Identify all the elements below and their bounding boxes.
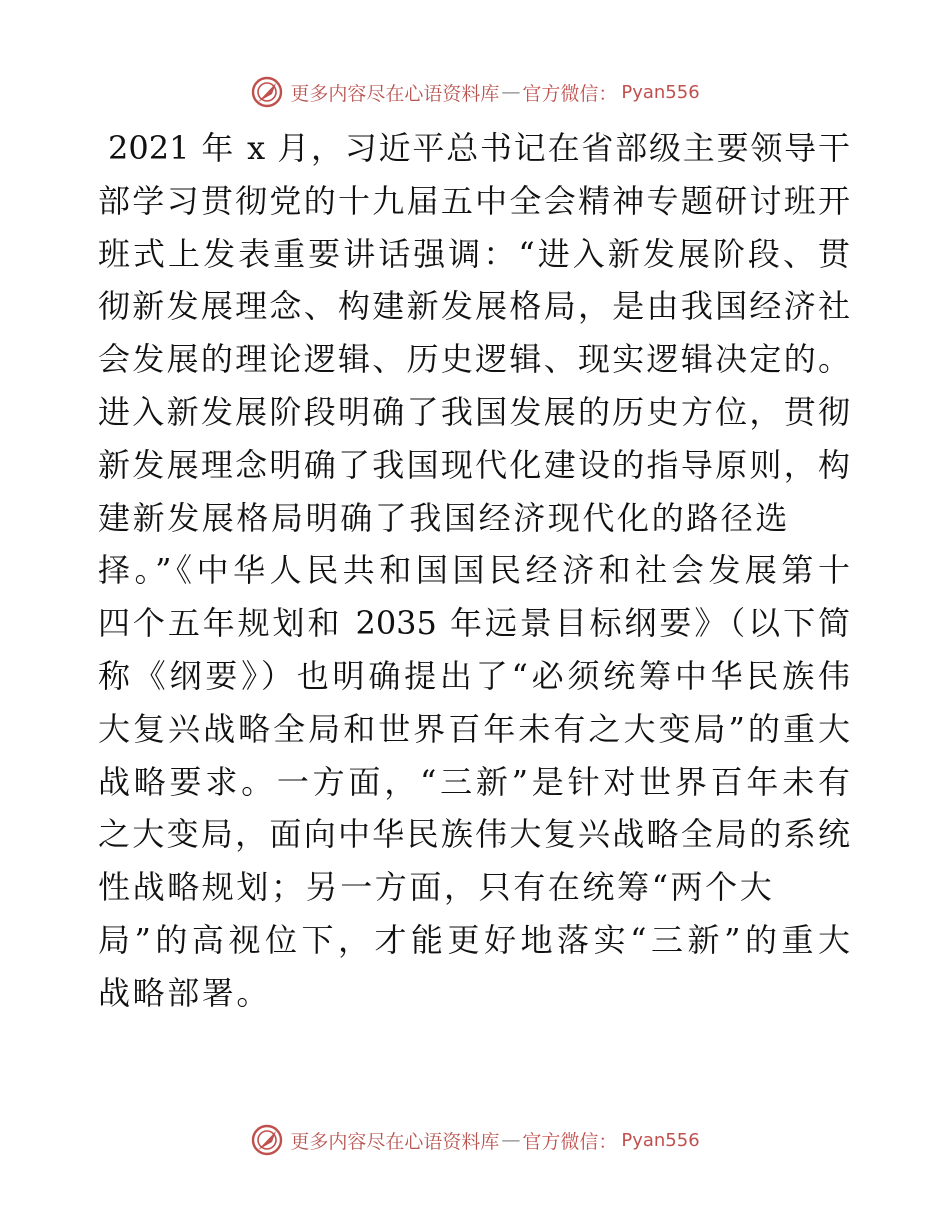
footer-watermark <box>0 1120 950 1160</box>
quill-logo-icon <box>250 1123 284 1157</box>
watermark-separator: — <box>501 1129 521 1151</box>
text-line: 大复兴战略全局和世界百年未有之大变局”的重大 <box>98 709 850 748</box>
text-line: 称《纲要》）也明确提出了“必须统筹中华民族伟 <box>98 656 850 695</box>
watermark-handle: Pyan556 <box>621 1129 700 1151</box>
quill-logo-icon <box>250 75 284 109</box>
watermark-tail: 官方微信： <box>522 1130 618 1153</box>
text-line: 2021 年 x 月，习近平总书记在省部级主要领导干 <box>108 129 850 167</box>
text-line: 彻新发展理念、构建新发展格局，是由我国经济社 <box>98 287 850 326</box>
watermark-separator: — <box>501 81 521 103</box>
text-line: 部学习贯彻党的十九届五中全会精神专题研讨班开 <box>98 181 850 220</box>
text-line: 会发展的理论逻辑、历史逻辑、现实逻辑决定的。 <box>98 340 850 379</box>
text-line: 择。”《中华人民共和国国民经济和社会发展第十 <box>98 551 850 590</box>
text-line: 新发展理念明确了我国现代化建设的指导原则，构 <box>98 445 850 484</box>
watermark-handle: Pyan556 <box>621 81 700 103</box>
text-line: 进入新发展阶段明确了我国发展的历史方位，贯彻 <box>98 392 850 431</box>
document-body <box>98 122 850 1020</box>
text-line: 性战略规划；另一方面，只有在统筹“两个大 <box>98 868 775 907</box>
watermark-tail: 官方微信： <box>522 82 618 105</box>
watermark-text: 更多内容尽在心语资料库 <box>290 82 500 105</box>
text-line: 战略要求。一方面，“三新”是针对世界百年未有 <box>98 762 850 801</box>
text-line: 建新发展格局明确了我国经济现代化的路径选 <box>98 498 791 537</box>
text-line: 局”的高视位下，才能更好地落实“三新”的重大 <box>98 920 850 959</box>
watermark-text: 更多内容尽在心语资料库 <box>290 1130 500 1153</box>
text-line: 四个五年规划和 2035 年远景目标纲要》（以下简 <box>98 604 850 643</box>
header-watermark <box>0 72 950 112</box>
text-line: 之大变局，面向中华民族伟大复兴战略全局的系统 <box>98 815 850 854</box>
text-line: 班式上发表重要讲话强调：“进入新发展阶段、贯 <box>98 234 850 273</box>
text-line: 战略部署。 <box>98 973 272 1012</box>
